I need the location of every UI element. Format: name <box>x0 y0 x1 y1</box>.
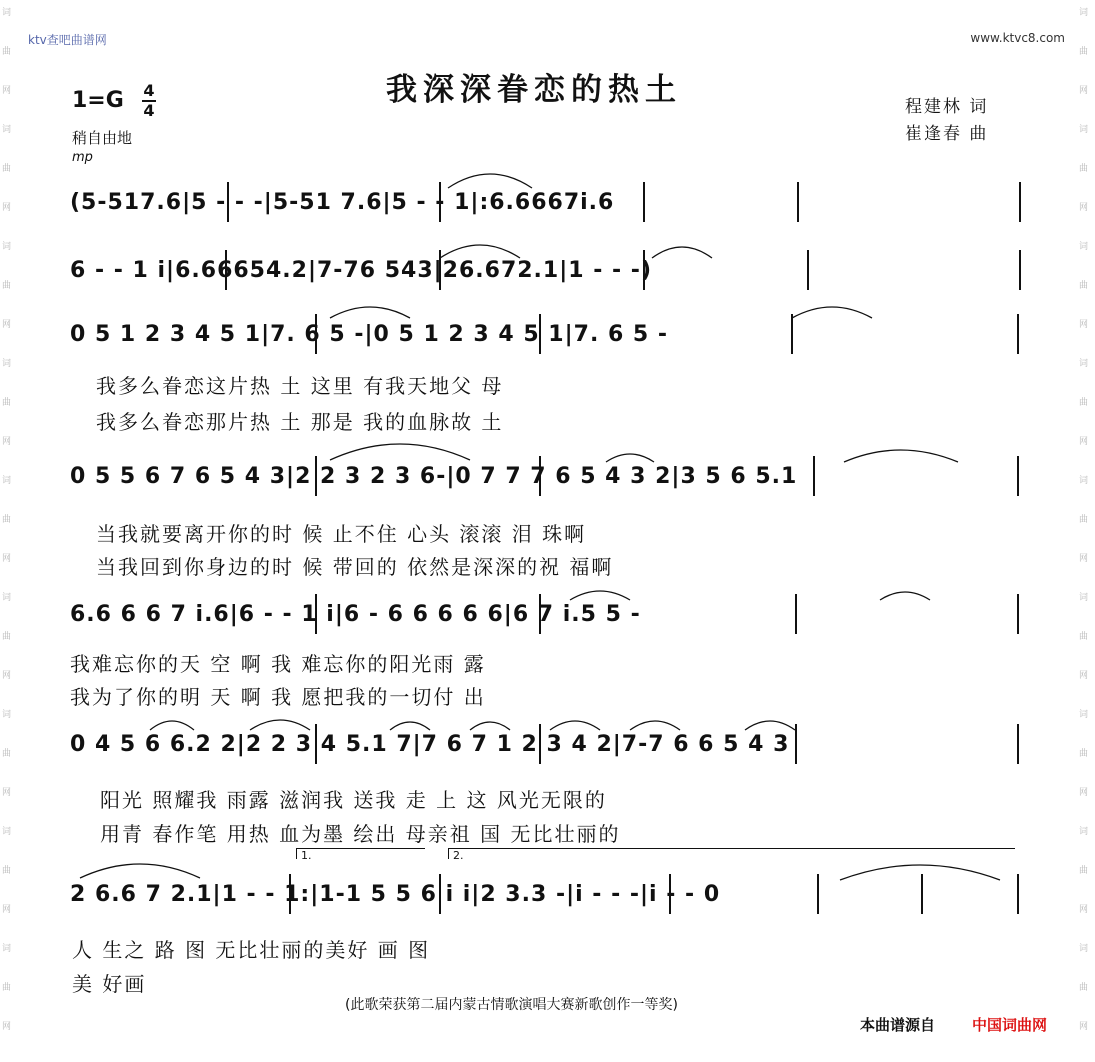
side-watermark-char: 网 <box>2 86 12 96</box>
slur-mark <box>745 721 795 730</box>
side-watermark-char: 曲 <box>1079 515 1089 525</box>
time-sig-bottom: 4 <box>143 101 155 120</box>
side-watermark-char: 网 <box>1079 437 1089 447</box>
side-watermark-char: 词 <box>1079 242 1089 252</box>
slur-mark <box>792 307 872 318</box>
lyric-row-6b: 用青 春作笔 用热 血为墨 绘出 母亲祖 国 无比壮丽的 <box>100 822 621 846</box>
side-watermark-char: 词 <box>1079 8 1089 18</box>
side-watermark-char: 词 <box>1079 710 1089 720</box>
side-watermark-char: 曲 <box>2 164 12 174</box>
lyric-row-4b: 当我回到你身边的时 候 带回的 依然是深深的祝 福啊 <box>96 555 614 579</box>
side-watermark-char: 曲 <box>1079 983 1089 993</box>
side-watermark-char: 词 <box>2 242 12 252</box>
slur-mark <box>330 444 470 460</box>
side-watermark-char: 词 <box>2 944 12 954</box>
notation-row-6: 0 4 5 6 6.2 2|2 2 3 4 5.1 7|7 6 7 1 2 3 4 2|7-7 6 6 5 4 3 <box>70 732 790 757</box>
side-watermark-char: 词 <box>2 710 12 720</box>
slur-mark <box>250 720 310 730</box>
volta-label-1: 1. <box>301 849 312 862</box>
lyric-row-7a: 人 生之 路 图 无比壮丽的美好 画 图 <box>72 938 431 962</box>
side-watermark-char: 网 <box>1079 554 1089 564</box>
side-watermark-char: 曲 <box>1079 164 1089 174</box>
side-watermark-char: 网 <box>1079 320 1089 330</box>
composer-credit: 崔逢春 曲 <box>905 124 989 144</box>
slur-mark <box>550 721 600 730</box>
lyricist-credit: 程建林 词 <box>905 97 989 117</box>
slur-mark <box>330 307 410 318</box>
slur-mark <box>80 864 200 878</box>
side-watermark-char: 词 <box>1079 476 1089 486</box>
side-watermark-char: 词 <box>2 476 12 486</box>
dynamic-marking: mp <box>72 150 93 165</box>
side-watermark-char: 词 <box>1079 593 1089 603</box>
side-watermark-char: 曲 <box>2 983 12 993</box>
volta-label-2: 2. <box>453 849 464 862</box>
slur-mark <box>844 450 958 462</box>
side-watermark-char: 曲 <box>2 749 12 759</box>
slur-mark <box>440 245 520 258</box>
site-watermark-left: ktv查吧曲谱网 <box>28 33 107 47</box>
song-title: 我深深眷恋的热土 <box>386 72 682 108</box>
tempo-marking: 稍自由地 <box>72 129 133 147</box>
side-watermark-char: 网 <box>1079 203 1089 213</box>
lyric-row-4a: 当我就要离开你的时 候 止不住 心头 滚滚 泪 珠啊 <box>96 522 587 546</box>
side-watermark-char: 曲 <box>1079 749 1089 759</box>
site-watermark-right: www.ktvc8.com <box>970 31 1065 45</box>
side-watermark-char: 词 <box>2 827 12 837</box>
notation-row-5: 6.6 6 6 7 i.6|6 - - 1 i|6 - 6 6 6 6 6|6 7 i.5 5 - <box>70 602 641 627</box>
side-watermark-char: 曲 <box>2 281 12 291</box>
side-watermark-char: 网 <box>1079 788 1089 798</box>
side-watermark-char: 曲 <box>1079 866 1089 876</box>
slur-mark <box>470 722 510 730</box>
side-watermark-char: 词 <box>2 8 12 18</box>
side-watermark-char: 词 <box>1079 359 1089 369</box>
slur-mark <box>150 721 194 730</box>
side-watermark-char: 曲 <box>1079 632 1089 642</box>
side-watermark-char: 网 <box>2 320 12 330</box>
slur-mark <box>630 721 680 730</box>
side-watermark-char: 曲 <box>1079 281 1089 291</box>
lyric-row-3b: 我多么眷恋那片热 土 那是 我的血脉故 土 <box>96 410 504 434</box>
slur-mark <box>652 247 712 258</box>
side-watermark-char: 网 <box>1079 905 1089 915</box>
side-watermark-char: 曲 <box>2 47 12 57</box>
side-watermark-char: 网 <box>1079 671 1089 681</box>
side-watermark-char: 曲 <box>1079 47 1089 57</box>
side-watermark-char: 网 <box>2 671 12 681</box>
lyric-row-5a: 我难忘你的天 空 啊 我 难忘你的阳光雨 露 <box>70 652 486 676</box>
lyric-row-3a: 我多么眷恋这片热 土 这里 有我天地父 母 <box>96 374 504 398</box>
source-label: 本曲谱源自 <box>860 1016 936 1034</box>
lyric-row-5b: 我为了你的明 天 啊 我 愿把我的一切付 出 <box>70 685 486 709</box>
slur-mark <box>880 592 930 600</box>
side-watermark-char: 网 <box>2 1022 12 1032</box>
side-watermark-char: 词 <box>2 125 12 135</box>
notation-row-2: 6 - - 1 i|6.66654.2|7-76 543|26.672.1|1 - - -) <box>70 258 652 283</box>
side-watermark-char: 网 <box>1079 1022 1089 1032</box>
side-watermark-char: 网 <box>1079 86 1089 96</box>
side-watermark-char: 词 <box>1079 827 1089 837</box>
side-watermark-char: 曲 <box>2 515 12 525</box>
side-watermark-char: 曲 <box>2 866 12 876</box>
side-watermark-char: 词 <box>2 359 12 369</box>
key-signature: 1=G <box>72 88 124 113</box>
slur-mark <box>606 454 654 462</box>
side-watermark-char: 网 <box>2 788 12 798</box>
slur-mark <box>570 591 630 600</box>
side-watermark-char: 网 <box>2 437 12 447</box>
side-watermark-char: 词 <box>1079 944 1089 954</box>
time-sig-top: 4 <box>143 81 155 100</box>
lyric-row-7b: 美 好画 <box>72 972 147 996</box>
notation-row-1: (5-517.6|5 - - -|5-51 7.6|5 - - 1|:6.6667i.6 <box>70 190 615 215</box>
slur-mark <box>840 865 1000 880</box>
side-watermark-char: 词 <box>1079 125 1089 135</box>
award-footnote: (此歌荣获第二届内蒙古情歌演唱大赛新歌创作一等奖) <box>345 997 678 1013</box>
side-watermark-char: 网 <box>2 203 12 213</box>
notation-row-4: 0 5 5 6 7 6 5 4 3|2 2 3 2 3 6-|0 7 7 7 6 5 4 3 2|3 5 6 5.1 <box>70 464 798 489</box>
side-watermark-char: 网 <box>2 905 12 915</box>
slur-mark <box>390 722 430 730</box>
notation-row-3: 0 5 1 2 3 4 5 1|7. 6 5 -|0 5 1 2 3 4 5 1|7. 6 5 - <box>70 322 669 347</box>
lyric-row-6a: 阳光 照耀我 雨露 滋润我 送我 走 上 这 风光无限的 <box>100 788 607 812</box>
side-watermark-char: 曲 <box>1079 398 1089 408</box>
side-watermark-char: 曲 <box>2 632 12 642</box>
source-brand: 中国词曲网 <box>972 1016 1048 1034</box>
side-watermark-char: 曲 <box>2 398 12 408</box>
notation-row-7: 2 6.6 7 2.1|1 - - 1:|1-1 5 5 6 i i|2 3.3 -|i - - -|i - - 0 <box>70 882 721 907</box>
slur-mark <box>448 174 532 188</box>
side-watermark-char: 词 <box>2 593 12 603</box>
side-watermark-char: 网 <box>2 554 12 564</box>
